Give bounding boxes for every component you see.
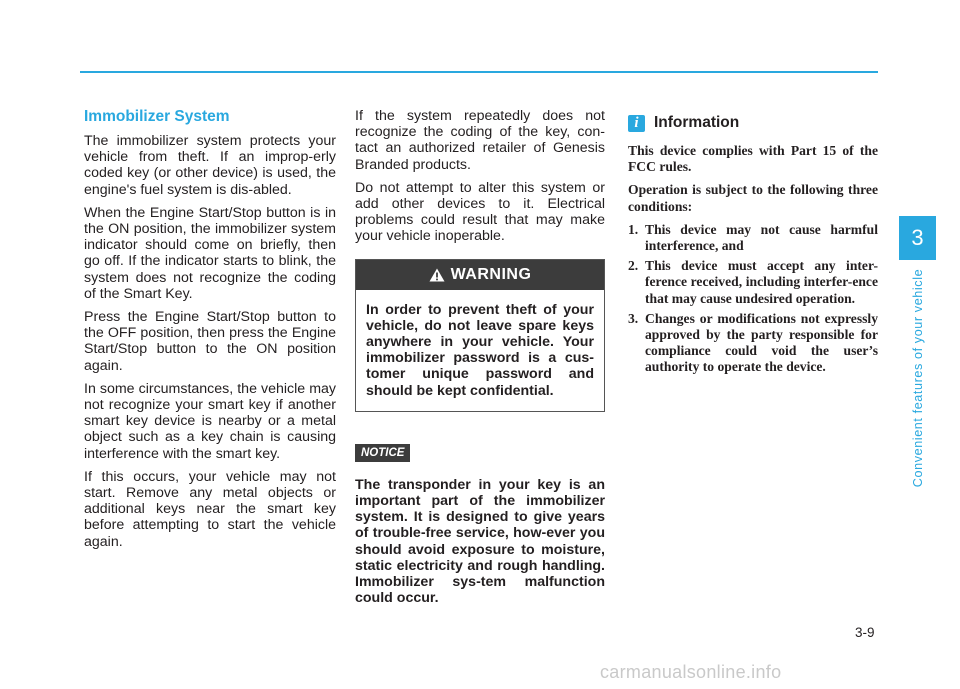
notice-badge: NOTICE bbox=[355, 444, 410, 462]
list-item bbox=[628, 311, 878, 376]
header-rule bbox=[80, 71, 878, 73]
warning-label: WARNING bbox=[450, 265, 532, 283]
paragraph: Press the Engine Start/Stop button to the OFF position, then press the Engine Start/Stop button to the ON position again. bbox=[84, 309, 336, 374]
column-left bbox=[84, 108, 336, 557]
warning-body bbox=[356, 290, 604, 411]
list-number: 2. bbox=[628, 258, 639, 274]
notice-text: The transponder in your key is an important part of the immobilizer system. It is designed to give years of trouble-free service, how-ever you should avoid exposure to moisture, static electricity and rough handling. Immobilizer sys-tem malfunction could occur. bbox=[355, 476, 605, 607]
warning-text: In order to prevent theft of your vehicle, do not leave spare keys anywhere in your vehicle. Your immobilizer password is a cus-tomer unique password and should be kept confidential. bbox=[366, 301, 594, 399]
list-item bbox=[628, 222, 878, 254]
list-number: 1. bbox=[628, 221, 639, 237]
chapter-title: Convenient features of your vehicle bbox=[911, 268, 925, 488]
information-header bbox=[628, 114, 878, 132]
page-number: 3-9 bbox=[855, 625, 875, 640]
paragraph: If this occurs, your vehicle may not start. Remove any metal objects or additional keys near the smart key before attempting to start the vehicle again. bbox=[84, 468, 336, 550]
warning-box bbox=[355, 259, 605, 412]
paragraph: In some circumstances, the vehicle may not recognize your smart key if another smart key device is nearby or a metal object such as a key chain is causing interference with the smart key. bbox=[84, 380, 336, 462]
information-paragraph: Operation is subject to the following three conditions: bbox=[628, 182, 878, 214]
list-text: Changes or modifications not expressly approved by the party responsible for compliance could void the user’s authority to operate the device. bbox=[645, 310, 878, 375]
warning-header bbox=[356, 260, 604, 290]
information-icon: i bbox=[628, 115, 645, 132]
warning-icon bbox=[429, 268, 445, 282]
watermark: carmanualsonline.info bbox=[600, 662, 782, 682]
list-item bbox=[628, 258, 878, 307]
paragraph: If the system repeatedly does not recognize the coding of the key, con-tact an authorized retailer of Genesis Branded products. bbox=[355, 108, 605, 173]
information-paragraph: This device complies with Part 15 of the FCC rules. bbox=[628, 143, 878, 175]
paragraph: The immobilizer system protects your vehicle from theft. If an improp-erly coded key (or other device) is used, the engine's fuel system is dis-abled. bbox=[84, 133, 336, 198]
information-title: Information bbox=[654, 114, 740, 131]
list-text: This device must accept any inter-ference received, including interfer-ence that may cause undesired operation. bbox=[645, 258, 878, 306]
list-text: This device may not cause harmful interference, and bbox=[645, 221, 878, 254]
paragraph: Do not attempt to alter this system or add other devices to it. Electrical problems could result that may make your vehicle inoperable. bbox=[355, 179, 605, 245]
section-title: Immobilizer System bbox=[84, 108, 230, 125]
list-number: 3. bbox=[628, 310, 639, 326]
chapter-tab: 3 bbox=[899, 216, 936, 260]
column-middle bbox=[355, 108, 605, 606]
paragraph: When the Engine Start/Stop button is in the ON position, the immobilizer system indicator should come on briefly, then go off. If the indicator starts to blink, the system does not recognize the coding of the Smart Key. bbox=[84, 204, 336, 302]
column-right bbox=[628, 114, 878, 380]
conditions-list bbox=[628, 222, 878, 376]
